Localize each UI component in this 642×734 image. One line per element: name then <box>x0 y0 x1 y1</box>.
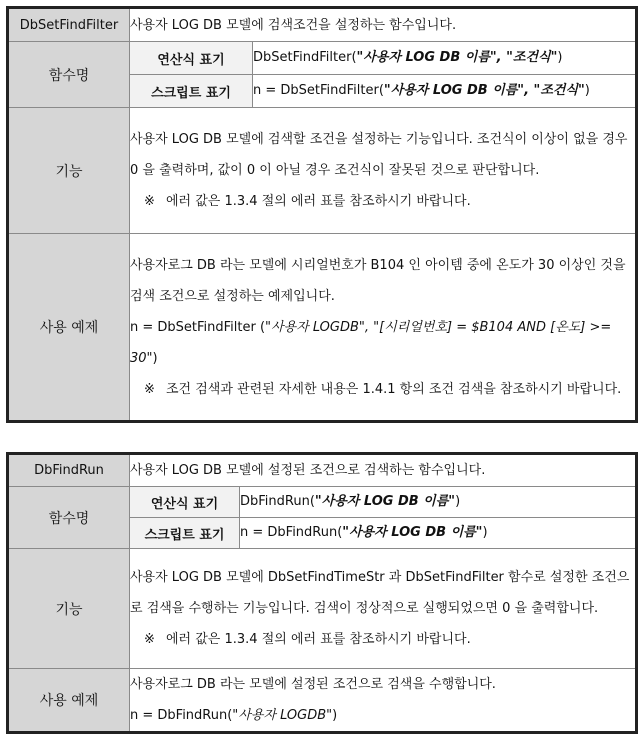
label-script: 스크립트 표기 <box>130 518 240 549</box>
expression-args: "사용자 LOG DB 이름" <box>314 494 456 509</box>
function-table-dbsetfindfilter <box>6 6 638 423</box>
feature-note <box>130 624 635 655</box>
function-name-cell <box>8 454 130 487</box>
script-suffix: ) <box>482 525 488 540</box>
label-function: 함수명 <box>8 487 130 549</box>
expression-prefix: DbSetFindFilter( <box>253 50 357 65</box>
function-name: DbFindRun <box>34 463 104 478</box>
feature-note <box>130 186 635 217</box>
label-feature: 기능 <box>8 549 130 669</box>
example-code-suffix: ) <box>332 708 338 723</box>
script-prefix: n = DbFindRun( <box>240 525 343 540</box>
label-script: 스크립트 표기 <box>130 75 253 108</box>
function-table-dbfindrun <box>6 452 638 734</box>
expression-syntax <box>253 42 637 75</box>
expression-suffix: ) <box>557 50 563 65</box>
function-summary: 사용자 LOG DB 모델에 검색조건을 설정하는 함수입니다. <box>130 8 637 42</box>
script-syntax <box>240 518 637 549</box>
example-note <box>130 374 635 405</box>
script-suffix: ) <box>584 83 590 98</box>
expression-args: "사용자 LOG DB 이름", "조건식" <box>356 50 558 65</box>
example-text: 사용자로그 DB 라는 모델에 설정된 조건으로 검색을 수행합니다. <box>130 677 496 692</box>
example-description <box>130 669 637 733</box>
note-mark: ※ <box>144 632 155 647</box>
feature-description <box>130 108 637 234</box>
example-code <box>130 312 635 374</box>
example-code-prefix: n = DbFindRun( <box>130 708 233 723</box>
note-mark: ※ <box>144 194 155 209</box>
script-prefix: n = DbSetFindFilter( <box>253 83 384 98</box>
label-function: 함수명 <box>8 42 130 108</box>
script-args: "사용자 LOG DB 이름", "조건식" <box>383 83 585 98</box>
expression-syntax <box>240 487 637 518</box>
example-code-args: "사용자 LOGDB" <box>232 708 333 723</box>
label-feature: 기능 <box>8 108 130 234</box>
expression-suffix: ) <box>455 494 461 509</box>
example-code-args: "사용자 LOGDB", "[시리얼번호] = $B104 AND [온도] >= 30" <box>130 319 612 366</box>
note-text: 에러 값은 1.3.4 절의 에러 표를 참조하시기 바랍니다. <box>166 194 471 209</box>
feature-text: 사용자 LOG DB 모델에 DbSetFindTimeStr 과 DbSetFindFilter 함수로 설정한 조건으로 검색을 수행하는 기능입니다. 검색이 정상적으로 실행되었으면 0 을 출력합니다. <box>130 570 630 616</box>
label-example: 사용 예제 <box>8 669 130 733</box>
feature-description <box>130 549 637 669</box>
feature-text: 사용자 LOG DB 모델에 검색할 조건을 설정하는 기능입니다. 조건식이 이상이 없을 경우 0 을 출력하며, 값이 0 이 아닐 경우 조건식이 잘못된 것으로 판단합니다. <box>130 132 628 178</box>
example-description <box>130 234 637 422</box>
example-code-suffix: ) <box>152 350 158 366</box>
script-args: "사용자 LOG DB 이름" <box>342 525 483 540</box>
function-name: DbSetFindFilter <box>19 17 119 33</box>
label-expression: 연산식 표기 <box>130 42 253 75</box>
example-code-prefix: n = DbSetFindFilter ( <box>130 319 266 335</box>
note-text: 조건 검색과 관련된 자세한 내용은 1.4.1 항의 조건 검색을 참조하시기 바랍니다. <box>166 381 622 397</box>
note-mark: ※ <box>144 381 155 397</box>
function-summary: 사용자 LOG DB 모델에 설정된 조건으로 검색하는 함수입니다. <box>130 454 637 487</box>
function-name-cell <box>8 8 130 42</box>
note-text: 에러 값은 1.3.4 절의 에러 표를 참조하시기 바랍니다. <box>166 632 471 647</box>
label-expression: 연산식 표기 <box>130 487 240 518</box>
expression-prefix: DbFindRun( <box>240 494 315 509</box>
script-syntax <box>253 75 637 108</box>
label-example: 사용 예제 <box>8 234 130 422</box>
example-code <box>130 700 635 731</box>
example-text: 사용자로그 DB 라는 모델에 시리얼번호가 B104 인 아이템 중에 온도가 30 이상인 것을 검색 조건으로 설정하는 예제입니다. <box>130 257 626 304</box>
